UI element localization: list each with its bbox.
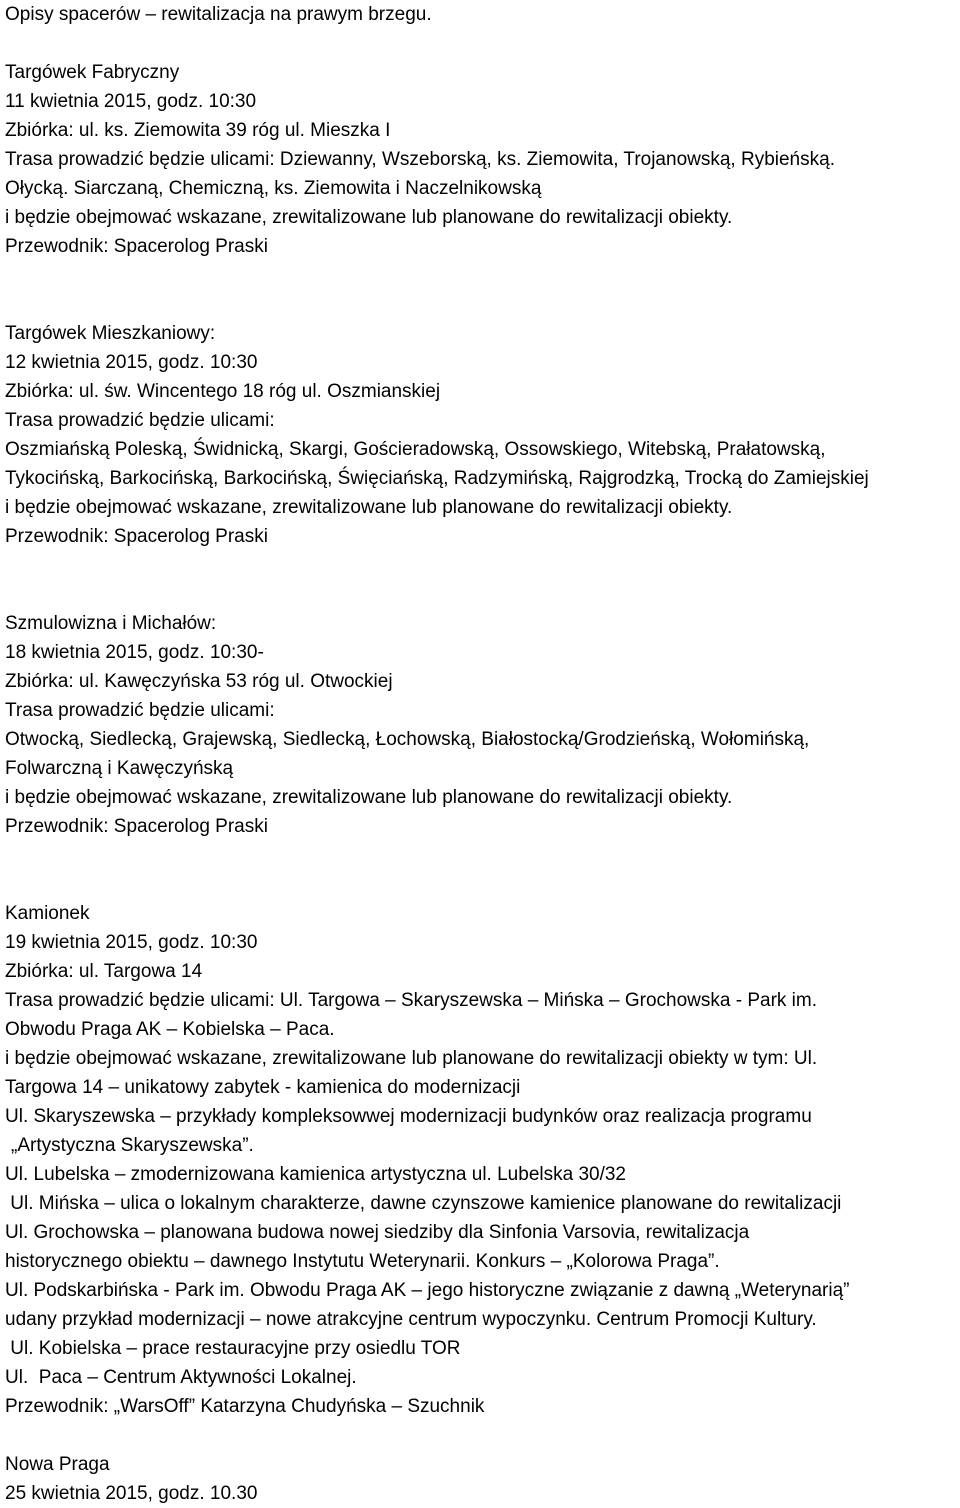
walk-meeting-point: Zbiórka: ul. Kawęczyńska 53 róg ul. Otwockiej: [5, 671, 393, 692]
walk-description-line: i będzie obejmować wskazane, zrewitalizowane lub planowane do rewitalizacji obiekty.: [5, 207, 733, 228]
walk-description-line: Ul. Lubelska – zmodernizowana kamienica artystyczna ul. Lubelska 30/32: [5, 1164, 626, 1185]
walk-meeting-point: Zbiórka: ul. św. Wincentego 18 róg ul. Oszmianskiej: [5, 381, 441, 402]
walk-route-line: Ołycką. Siarczaną, Chemiczną, ks. Ziemowita i Naczelnikowską: [5, 178, 542, 199]
walk-description-line: i będzie obejmować wskazane, zrewitalizowane lub planowane do rewitalizacji obiekty.: [5, 787, 733, 808]
walk-section-targowek-fabryczny: [5, 58, 957, 261]
walk-description-line: i będzie obejmować wskazane, zrewitalizowane lub planowane do rewitalizacji obiekty.: [5, 497, 733, 518]
spacer: [5, 29, 957, 58]
walk-guide: Przewodnik: Spacerolog Praski: [5, 236, 268, 257]
walk-route-line: Oszmiańską Poleską, Świdnicką, Skargi, Gościeradowską, Ossowskiego, Witebską, Prałatowską,: [5, 439, 826, 460]
walk-route-line: Folwarczną i Kawęczyńską: [5, 758, 234, 779]
walk-section-nowa-praga: [5, 1450, 957, 1508]
walk-description-line: „Artystyczna Skaryszewska”.: [11, 1135, 254, 1156]
spacer: [5, 261, 957, 319]
document-page: [5, 0, 957, 1508]
walk-title: Targówek Mieszkaniowy:: [5, 323, 216, 344]
walk-description-line: Ul. Kobielska – prace restauracyjne przy osiedlu TOR: [5, 1338, 461, 1359]
walk-description-line: Ul. Mińska – ulica o lokalnym charakterze, dawne czynszowe kamienice planowane do rewitalizacji: [5, 1193, 842, 1214]
walk-title: Nowa Praga: [5, 1454, 110, 1475]
walk-date: 19 kwietnia 2015, godz. 10:30: [5, 932, 258, 953]
walk-guide: Przewodnik: „WarsOff” Katarzyna Chudyńska – Szuchnik: [5, 1396, 485, 1417]
walk-meeting-point: Zbiórka: ul. ks. Ziemowita 39 róg ul. Mieszka I: [5, 120, 391, 141]
walk-date: 18 kwietnia 2015, godz. 10:30-: [5, 642, 264, 663]
walk-date: 11 kwietnia 2015, godz. 10:30: [5, 91, 257, 112]
walk-route-line: Otwocką, Siedlecką, Grajewską, Siedlecką, Łochowską, Białostocką/Grodzieńską, Wołomińską,: [5, 729, 810, 750]
walk-description-line: Ul. Skaryszewska – przykłady kompleksowwej modernizacji budynków oraz realizacja programu: [5, 1106, 812, 1127]
walk-title: Szmulowizna i Michałów:: [5, 613, 217, 634]
walk-route-heading: Trasa prowadzić będzie ulicami:: [5, 700, 275, 721]
walk-guide: Przewodnik: Spacerolog Praski: [5, 526, 268, 547]
document-header: Opisy spacerów – rewitalizacja na prawym brzegu.: [5, 4, 432, 25]
walk-description-line: historycznego obiektu – dawnego Instytutu Weterynarii. Konkurs – „Kolorowa Praga”.: [5, 1251, 720, 1272]
spacer: [5, 841, 957, 899]
walk-title: Targówek Fabryczny: [5, 62, 180, 83]
walk-route-line: Obwodu Praga AK – Kobielska – Paca.: [5, 1019, 335, 1040]
walk-description-line: Ul. Podskarbińska - Park im. Obwodu Praga AK – jego historyczne związanie z dawną „Weterynarią”: [5, 1280, 850, 1301]
walk-route-line: Tykocińską, Barkocińską, Barkocińską, Święciańską, Radzymińską, Rajgrodzką, Trocką do Zamiejskiej: [5, 468, 869, 489]
walk-guide: Przewodnik: Spacerolog Praski: [5, 816, 268, 837]
walk-section-targowek-mieszkaniowy: [5, 319, 957, 551]
walk-description-line: udany przykład modernizacji – nowe atrakcyjne centrum wypoczynku. Centrum Promocji Kultury.: [5, 1309, 817, 1330]
walk-description-line: i będzie obejmować wskazane, zrewitalizowane lub planowane do rewitalizacji obiekty w tym: Ul.: [5, 1048, 818, 1069]
walk-date: 12 kwietnia 2015, godz. 10:30: [5, 352, 258, 373]
walk-description-line: Ul. Grochowska – planowana budowa nowej siedziby dla Sinfonia Varsovia, rewitalizacja: [5, 1222, 750, 1243]
walk-section-szmulowizna: [5, 609, 957, 841]
walk-route-line: Trasa prowadzić będzie ulicami: Dziewanny, Wszeborską, ks. Ziemowita, Trojanowską, Rybieńską.: [5, 149, 835, 170]
walk-meeting-point: Zbiórka: ul. Targowa 14: [5, 961, 203, 982]
spacer: [5, 551, 957, 609]
walk-description-line: Targowa 14 – unikatowy zabytek - kamienica do modernizacji: [5, 1077, 521, 1098]
walk-section-kamionek: [5, 899, 957, 1421]
walk-date: 25 kwietnia 2015, godz. 10.30: [5, 1483, 258, 1504]
walk-route-line: Trasa prowadzić będzie ulicami: Ul. Targowa – Skaryszewska – Mińska – Grochowska - Park im.: [5, 990, 818, 1011]
walk-route-heading: Trasa prowadzić będzie ulicami:: [5, 410, 275, 431]
spacer: [5, 1421, 957, 1450]
walk-title: Kamionek: [5, 903, 90, 924]
walk-description-line: Ul. Paca – Centrum Aktywności Lokalnej.: [5, 1367, 357, 1388]
